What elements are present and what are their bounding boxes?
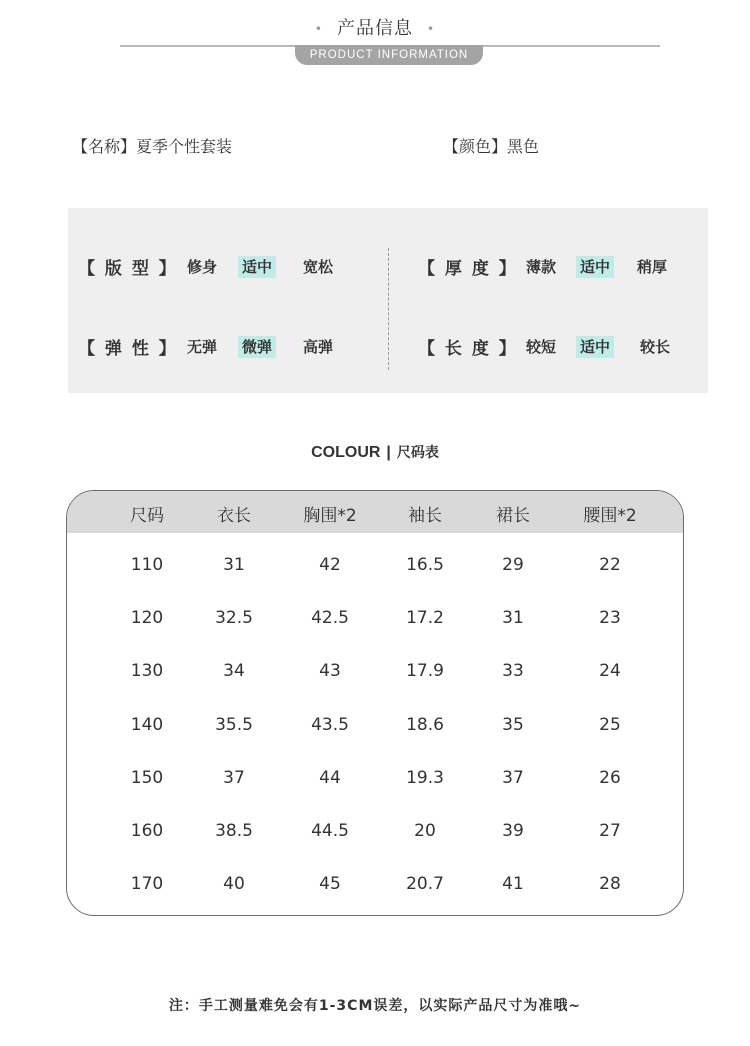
table-cell: 27: [599, 821, 621, 841]
attr-option: 稍厚: [637, 258, 668, 276]
attr-label-elasticity: 【 弹 性 】: [78, 339, 178, 359]
table-cell: 120: [130, 608, 164, 628]
table-cell: 25: [599, 715, 621, 735]
attr-option: 修身: [187, 258, 218, 276]
attr-option: 无弹: [187, 338, 218, 356]
table-cell: 39: [502, 821, 524, 841]
attr-label-length: 【 长 度 】: [418, 339, 518, 359]
table-cell: 130: [130, 661, 164, 681]
table-cell: 45: [319, 874, 341, 894]
panel-divider: [388, 248, 389, 370]
title-dot-right: •: [427, 22, 436, 36]
table-cell: 22: [599, 555, 621, 575]
table-cell: 18.6: [406, 715, 444, 735]
table-header-cell: 胸围*2: [303, 506, 357, 526]
attr-option-selected: 适中: [238, 256, 276, 278]
table-cell: 110: [130, 555, 164, 575]
table-header-cell: 尺码: [130, 506, 164, 526]
table-cell: 42: [319, 555, 341, 575]
table-cell: 17.2: [406, 608, 444, 628]
table-cell: 24: [599, 661, 621, 681]
size-table-title: [0, 442, 750, 462]
table-cell: 29: [502, 555, 524, 575]
table-cell: 20.7: [406, 874, 444, 894]
table-cell: 160: [130, 821, 164, 841]
section-subtitle-tab: PRODUCT INFORMATION: [295, 45, 483, 65]
table-header-cell: 衣长: [217, 506, 251, 526]
attr-option: 薄款: [526, 258, 557, 276]
table-header-cell: 腰围*2: [583, 506, 637, 526]
attr-option-selected: 适中: [576, 336, 614, 358]
attr-option-selected: 适中: [576, 256, 614, 278]
product-name: 【名称】夏季个性套装: [72, 137, 233, 156]
table-cell: 31: [223, 555, 245, 575]
table-cell: 31: [502, 608, 524, 628]
title-dot-left: •: [314, 22, 323, 36]
table-header-cell: 袖长: [408, 506, 442, 526]
table-cell: 44.5: [311, 821, 349, 841]
table-cell: 23: [599, 608, 621, 628]
table-cell: 170: [130, 874, 164, 894]
table-cell: 26: [599, 768, 621, 788]
table-cell: 19.3: [406, 768, 444, 788]
table-cell: 37: [223, 768, 245, 788]
attr-label-fit: 【 版 型 】: [78, 259, 178, 279]
table-cell: 43.5: [311, 715, 349, 735]
size-table: [66, 490, 684, 916]
table-cell: 38.5: [215, 821, 253, 841]
table-cell: 43: [319, 661, 341, 681]
table-cell: 150: [130, 768, 164, 788]
attr-option-selected: 微弹: [238, 336, 276, 358]
table-cell: 40: [223, 874, 245, 894]
table-cell: 33: [502, 661, 524, 681]
table-header-cell: 裙长: [496, 506, 530, 526]
size-table-title-cn: 尺码表: [396, 444, 439, 460]
size-table-title-en: COLOUR: [311, 444, 381, 461]
measurement-note: 注：手工测量难免会有1-3CM误差，以实际产品尺寸为准哦~: [168, 998, 582, 1014]
product-color: 【颜色】黑色: [443, 137, 540, 156]
table-cell: 42.5: [311, 608, 349, 628]
table-cell: 16.5: [406, 555, 444, 575]
table-cell: 17.9: [406, 661, 444, 681]
table-cell: 20: [414, 821, 436, 841]
table-cell: 41: [502, 874, 524, 894]
section-title-text: 产品信息: [337, 18, 413, 39]
table-cell: 140: [130, 715, 164, 735]
table-cell: 44: [319, 768, 341, 788]
table-cell: 35: [502, 715, 524, 735]
attr-option: 高弹: [303, 338, 334, 356]
table-cell: 28: [599, 874, 621, 894]
attr-option: 较长: [640, 338, 671, 356]
table-cell: 37: [502, 768, 524, 788]
attr-label-thickness: 【 厚 度 】: [418, 259, 518, 279]
size-table-title-sep: |: [386, 444, 391, 461]
attr-option: 较短: [526, 338, 557, 356]
table-cell: 34: [223, 661, 245, 681]
table-cell: 35.5: [215, 715, 253, 735]
attr-option: 宽松: [303, 258, 334, 276]
table-cell: 32.5: [215, 608, 253, 628]
section-title: [0, 14, 750, 40]
size-table-header: [67, 491, 683, 533]
